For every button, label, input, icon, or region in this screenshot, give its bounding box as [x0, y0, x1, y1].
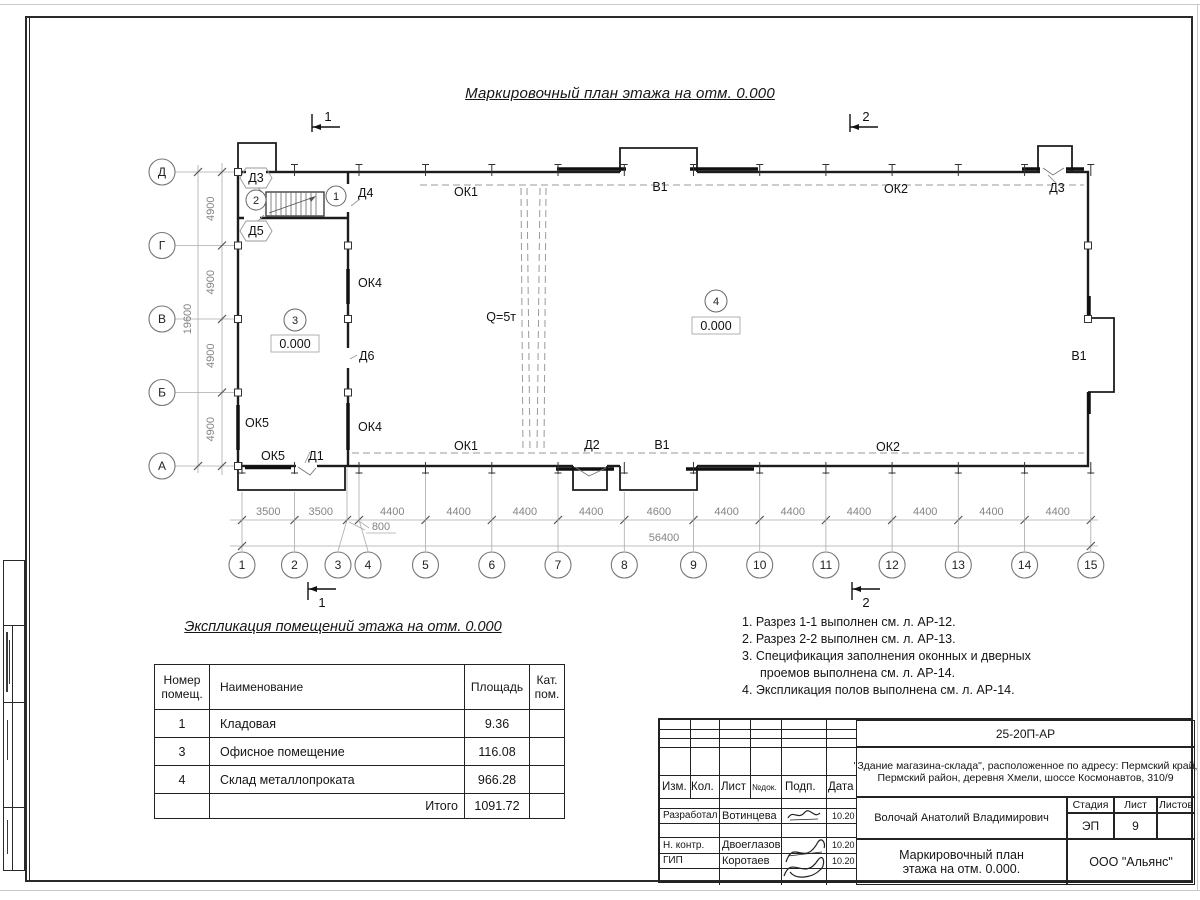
col-izm: Изм.	[662, 780, 687, 793]
axis-col-label: 4	[364, 558, 372, 572]
label-ok2-bottom: ОК2	[876, 440, 900, 454]
col-podp: Подп.	[785, 780, 816, 793]
dim-col: 3500	[308, 506, 333, 518]
axis-col-label: 13	[951, 558, 965, 572]
table-cell	[530, 766, 565, 794]
title-block	[658, 718, 1198, 883]
approver-name: Волочай Анатолий Владимирович	[856, 797, 1067, 839]
room-1: 1	[332, 191, 340, 203]
axis-col-label: 10	[753, 558, 767, 572]
col-header-area: Площадь	[465, 665, 530, 710]
margin-stamp-text	[7, 720, 8, 760]
drawing-title-line-1: Маркировочный план	[899, 848, 1024, 862]
name-developer: Вотинцева	[722, 809, 777, 822]
column-marker	[235, 389, 242, 396]
table-cell: 4	[155, 766, 210, 794]
date-gip: 10.20	[832, 855, 855, 866]
label-ok1-top: ОК1	[454, 185, 478, 199]
col-kol: Кол.	[691, 780, 714, 793]
label-d4: Д4	[358, 186, 374, 200]
margin-stamp-text	[9, 640, 10, 684]
col-ndok: №док.	[752, 781, 777, 792]
margin-stamp-text	[7, 820, 8, 854]
axis-col-label: 11	[819, 558, 833, 572]
label-ok5-bottom: ОК5	[261, 449, 285, 463]
dim-row-total: 19600	[182, 303, 194, 335]
signature-developer	[784, 806, 824, 824]
label-v1-right: В1	[1071, 349, 1087, 363]
elevation-room4: 0.000	[700, 319, 732, 333]
label-ok5-left: ОК5	[245, 416, 269, 430]
sheets-label: Листов	[1158, 799, 1194, 811]
elevation-room3: 0.000	[279, 337, 311, 351]
axis-col-label: 9	[690, 558, 697, 572]
label-d6: Д6	[359, 349, 375, 363]
dim-col: 4400	[446, 506, 471, 518]
note-item: 2. Разрез 2-2 выполнен см. л. АР-13.	[742, 632, 956, 646]
label-ok1-bottom: ОК1	[454, 439, 478, 453]
note-item: 4. Экспликация полов выполнена см. л. АР-14.	[742, 683, 1015, 697]
table-total-row	[155, 794, 565, 819]
object-line-2: Пермский район, деревня Хмели, шоссе Космонавтов, 310/9	[877, 772, 1174, 784]
explication-title: Экспликация помещений этажа на отм. 0.000	[184, 619, 502, 635]
col-header-number: Номер помещ.	[155, 665, 210, 710]
door-leaves	[298, 168, 1064, 476]
section-mark-2-bottom: 2	[862, 595, 870, 610]
sheet-edge-bottom	[0, 890, 1200, 891]
table-cell: 1	[155, 710, 210, 738]
axis-col-label: 1	[238, 558, 246, 572]
axis-col-label: 3	[334, 558, 342, 572]
axes-and-dimensions	[149, 159, 1104, 578]
axis-col-label: 8	[620, 558, 628, 572]
stage-label: Стадия	[1067, 797, 1114, 813]
axis-col-label: 6	[488, 558, 496, 572]
dim-col: 4400	[714, 506, 739, 518]
label-ok4-lower: ОК4	[358, 420, 382, 434]
dim-col: 4400	[912, 506, 938, 518]
table-cell: Склад металлопроката	[210, 766, 465, 794]
column-marker	[345, 316, 352, 323]
axis-col-label: 14	[1017, 558, 1032, 572]
table-cell	[530, 710, 565, 738]
drawing-title-cell	[856, 839, 1067, 885]
column-marker	[345, 242, 352, 249]
label-d1: Д1	[308, 449, 324, 463]
date-developer: 10.20	[832, 810, 855, 821]
dim-col: 4600	[646, 506, 672, 518]
label-d3-right: Д3	[1049, 181, 1065, 195]
table-cell	[530, 738, 565, 766]
role-developer: Разработал	[663, 810, 718, 821]
column-marker	[1085, 316, 1092, 323]
plan-labels	[245, 171, 1087, 463]
section-mark-1-top: 1	[324, 109, 332, 124]
column-marker	[1085, 242, 1092, 249]
label-crane-capacity: Q=5т	[486, 310, 516, 324]
sheet-value: 9	[1114, 813, 1157, 839]
label-v1-top: В1	[652, 180, 668, 194]
table-row	[155, 738, 565, 766]
axis-col-label: 7	[554, 558, 562, 572]
axis-col-label: 5	[422, 558, 429, 572]
dim-col: 800	[371, 521, 391, 533]
axis-row-label: Б	[158, 385, 166, 400]
role-gip: ГИП	[663, 855, 683, 866]
table-cell: 116.08	[465, 738, 530, 766]
callout-marks	[240, 168, 1056, 463]
label-ok2-top: ОК2	[884, 182, 908, 196]
dim-col: 4400	[780, 506, 806, 518]
label-d2: Д2	[584, 438, 600, 452]
dim-col: 4400	[578, 506, 604, 518]
column-marker	[345, 389, 352, 396]
axis-row-label: В	[157, 312, 167, 326]
note-item: 3. Спецификация заполнения оконных и дверных проемов выполнена см. л. АР-14.	[742, 649, 1031, 680]
column-marker	[235, 316, 242, 323]
dim-col: 3500	[256, 506, 281, 518]
col-header-name: Наименование	[210, 665, 465, 710]
document-number: 25-20П-АР	[856, 720, 1195, 747]
sheet-label: Лист	[1114, 797, 1157, 813]
object-line-1: "Здание магазина-склада", расположенное по адресу: Пермский край,	[853, 760, 1198, 772]
column-marker	[235, 242, 242, 249]
dim-row: 4900	[205, 417, 217, 442]
company-name: ООО "Альянс"	[1067, 839, 1195, 885]
room-4: 4	[712, 296, 720, 308]
section-mark-2-top: 2	[862, 109, 870, 124]
label-ok4-upper: ОК4	[358, 276, 382, 290]
section-mark-1-bottom: 1	[318, 595, 326, 610]
axis-row-label: Д	[157, 165, 167, 179]
table-cell: 3	[155, 738, 210, 766]
dim-col-total: 56400	[648, 532, 680, 544]
table-cell: Офисное помещение	[210, 738, 465, 766]
axis-col-label: 2	[291, 558, 298, 572]
table-cell: 966.28	[465, 766, 530, 794]
label-v1-bottom: В1	[654, 438, 670, 452]
dim-col: 4400	[979, 506, 1004, 518]
total-value: 1091.72	[465, 794, 530, 819]
dim-row: 4900	[205, 270, 217, 295]
dim-col: 4400	[380, 506, 405, 518]
dim-row: 4900	[205, 196, 217, 221]
axis-col-label: 12	[885, 558, 899, 572]
dim-row: 4900	[205, 343, 217, 368]
label-d5: Д5	[248, 224, 264, 238]
explication-table	[154, 664, 565, 819]
column-marker	[235, 463, 242, 470]
table-cell: 9.36	[465, 710, 530, 738]
drawing-title-line-2: этажа на отм. 0.000.	[902, 862, 1021, 876]
col-data: Дата	[828, 780, 854, 793]
axis-row-label: Г	[158, 238, 166, 253]
margin-stamp-text	[6, 632, 8, 692]
column-marker	[235, 169, 242, 176]
signature-ncontrol-gip	[778, 832, 830, 884]
axis-col-label: 15	[1084, 558, 1098, 572]
room-3: 3	[291, 315, 299, 327]
sheets-value	[1157, 813, 1195, 839]
object-description	[853, 747, 1198, 797]
dim-col: 4400	[1045, 506, 1070, 518]
dim-col: 4400	[846, 506, 872, 518]
stage-value: ЭП	[1067, 813, 1114, 839]
section-marks	[308, 114, 880, 600]
note-item: 1. Разрез 1-1 выполнен см. л. АР-12.	[742, 615, 956, 629]
role-ncontrol: Н. контр.	[663, 839, 705, 851]
name-ncontrol: Двоеглазов	[722, 839, 781, 851]
date-ncontrol: 10.20	[832, 840, 855, 850]
name-gip: Коротаев	[722, 854, 770, 867]
axis-row-label: А	[157, 459, 167, 473]
col-header-category: Кат. пом.	[530, 665, 565, 710]
dim-col: 4400	[512, 506, 538, 518]
table-row	[155, 766, 565, 794]
total-label: Итого	[210, 794, 465, 819]
table-cell: Кладовая	[210, 710, 465, 738]
page-title: Маркировочный план этажа на отм. 0.000	[465, 85, 775, 102]
col-list: Лист	[721, 780, 746, 793]
staircase	[266, 192, 324, 216]
notes-list	[742, 614, 1064, 699]
table-row	[155, 710, 565, 738]
label-d3-left: Д3	[248, 171, 264, 185]
room-2: 2	[252, 195, 260, 207]
table-header-row	[155, 665, 565, 710]
